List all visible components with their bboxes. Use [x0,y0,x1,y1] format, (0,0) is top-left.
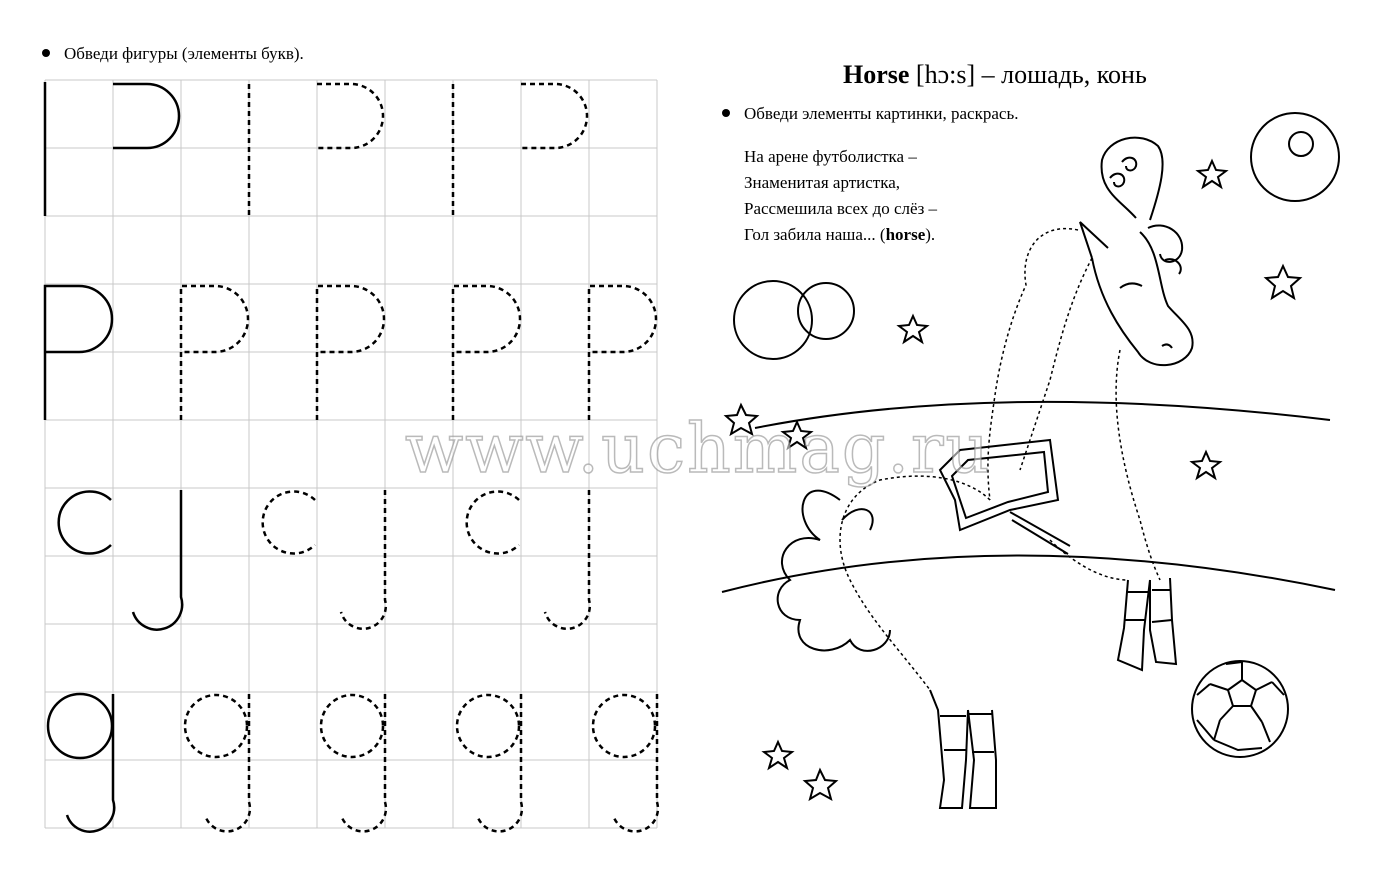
soccer-ball [1192,661,1288,757]
bullet-icon [722,109,730,117]
poem-line-end: ). [925,225,936,244]
poem-line: Рассмешила всех до слёз – [744,199,938,218]
watermark: www.uchmag.ru [405,410,992,489]
right-instruction [722,104,1018,124]
bubble [1251,113,1339,201]
star-icon [1198,161,1226,187]
poem-line [744,222,937,248]
left-instruction-text: Обведи фигуры (элементы букв). [64,44,304,63]
star-icon [805,770,836,799]
poem-line: На арене футболистка – [744,147,917,166]
right-instruction-text: Обведи элементы картинки, раскрась. [744,104,1019,123]
star-icon [1192,452,1220,478]
star-icon [899,316,927,342]
star-icon [1266,266,1300,298]
star-icon [764,742,792,768]
poem-line: Знаменитая артистка, [744,173,901,192]
riddle-poem [744,144,937,248]
title-word: Horse [843,60,910,89]
poem-line-start: Гол забила наша... ( [744,225,886,244]
bubble-highlight [1289,132,1313,156]
arena-outline [722,555,1335,592]
poem-answer: horse [885,225,926,244]
page-title [843,60,1147,90]
bubble [798,283,854,339]
title-transcription-translation: [hɔ:s] – лошадь, конь [909,60,1147,89]
